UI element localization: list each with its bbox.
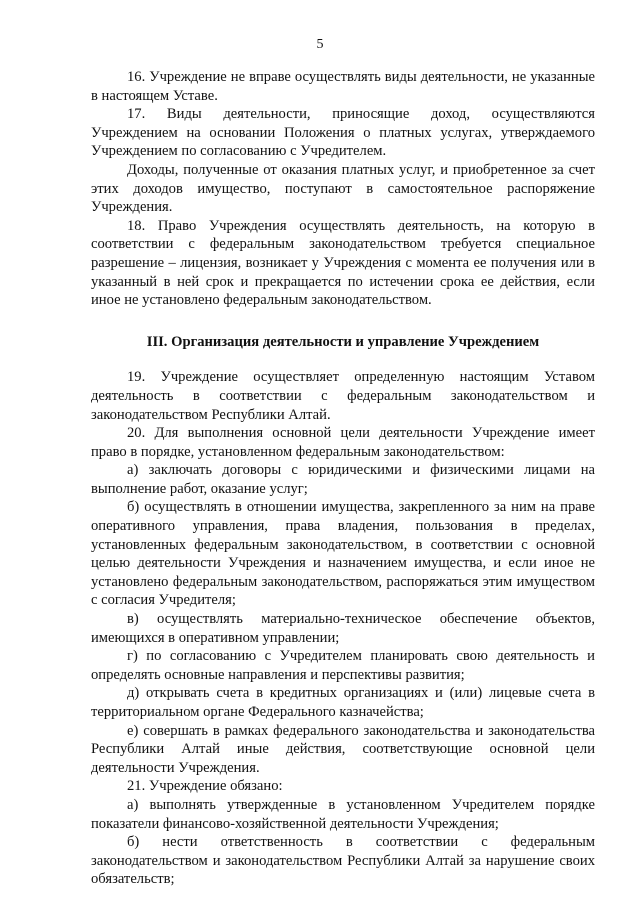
paragraph-20: 20. Для выполнения основной цели деятельности Учреждение имеет право в порядке, установленном федеральным законодательством: [91,425,595,460]
paragraph-20-e: е) совершать в рамках федерального законодательства и законодательства Республики Алтай иные действия, соответствующие основной цели деятельности Учреждения. [91,722,595,776]
paragraph-20-a: а) заключать договоры с юридическими и физическими лицами на выполнение работ, оказание услуг; [91,462,595,497]
paragraph-18: 18. Право Учреждения осуществлять деятельность, на которую в соответствии с федеральным законодательством требуется специальное разрешение – лицензия, возникает у Учреждения с момента ее получения или в указанный в ней срок и прекращается по истечении срока ее действия, если иное не установлено федеральным законодательством. [91,217,595,309]
paragraph-21: 21. Учреждение обязано: [127,778,283,795]
paragraph-19: 19. Учреждение осуществляет определенную настоящим Уставом деятельность в соответствии с федеральным законодательством и законодательством Республики Алтай. [91,369,595,423]
paragraph-21-b: б) нести ответственность в соответствии с федеральным законодательством и законодательством Республики Алтай за нарушение своих обязательств; [91,834,595,888]
page-number: 5 [316,37,324,52]
paragraph-20-g: г) по согласованию с Учредителем планировать свою деятельность и определять основные направления и перспективы развития; [91,648,595,683]
document-body [91,68,595,889]
paragraph-16: 16. Учреждение не вправе осуществлять виды деятельности, не указанные в настоящем Уставе. [91,69,595,104]
section-heading: III. Организация деятельности и управление Учреждением [146,333,540,350]
paragraph-17-income: Доходы, полученные от оказания платных услуг, и приобретенное за счет этих доходов имущество, поступают в самостоятельное распоряжение Учреждения. [91,161,595,216]
paragraph-20-v: в) осуществлять материально-техническое обеспечение объектов, имеющихся в оперативном управлении; [91,611,595,646]
paragraph-20-d: д) открывать счета в кредитных организациях и (или) лицевые счета в территориальном органе Федерального казначейства; [91,685,595,720]
paragraph-21-a: а) выполнять утвержденные в установленном Учредителем порядке показатели финансово-хозяйственной деятельности Учреждения; [91,796,595,832]
paragraph-20-b: б) осуществлять в отношении имущества, закрепленного за ним на праве оперативного управления, права владения, пользования в пределах, установленных федеральным законодательством, в соответствии с основной целью деятельности Учреждения и назначением имущества, и если иное не установлено федеральным законодательством, распоряжаться этим имуществом с согласия Учредителя; [91,499,595,609]
paragraph-17: 17. Виды деятельности, приносящие доход, осуществляются Учреждением на основании Положения о платных услугах, утверждаемого Учреждением по согласованию с Учредителем. [91,106,595,160]
